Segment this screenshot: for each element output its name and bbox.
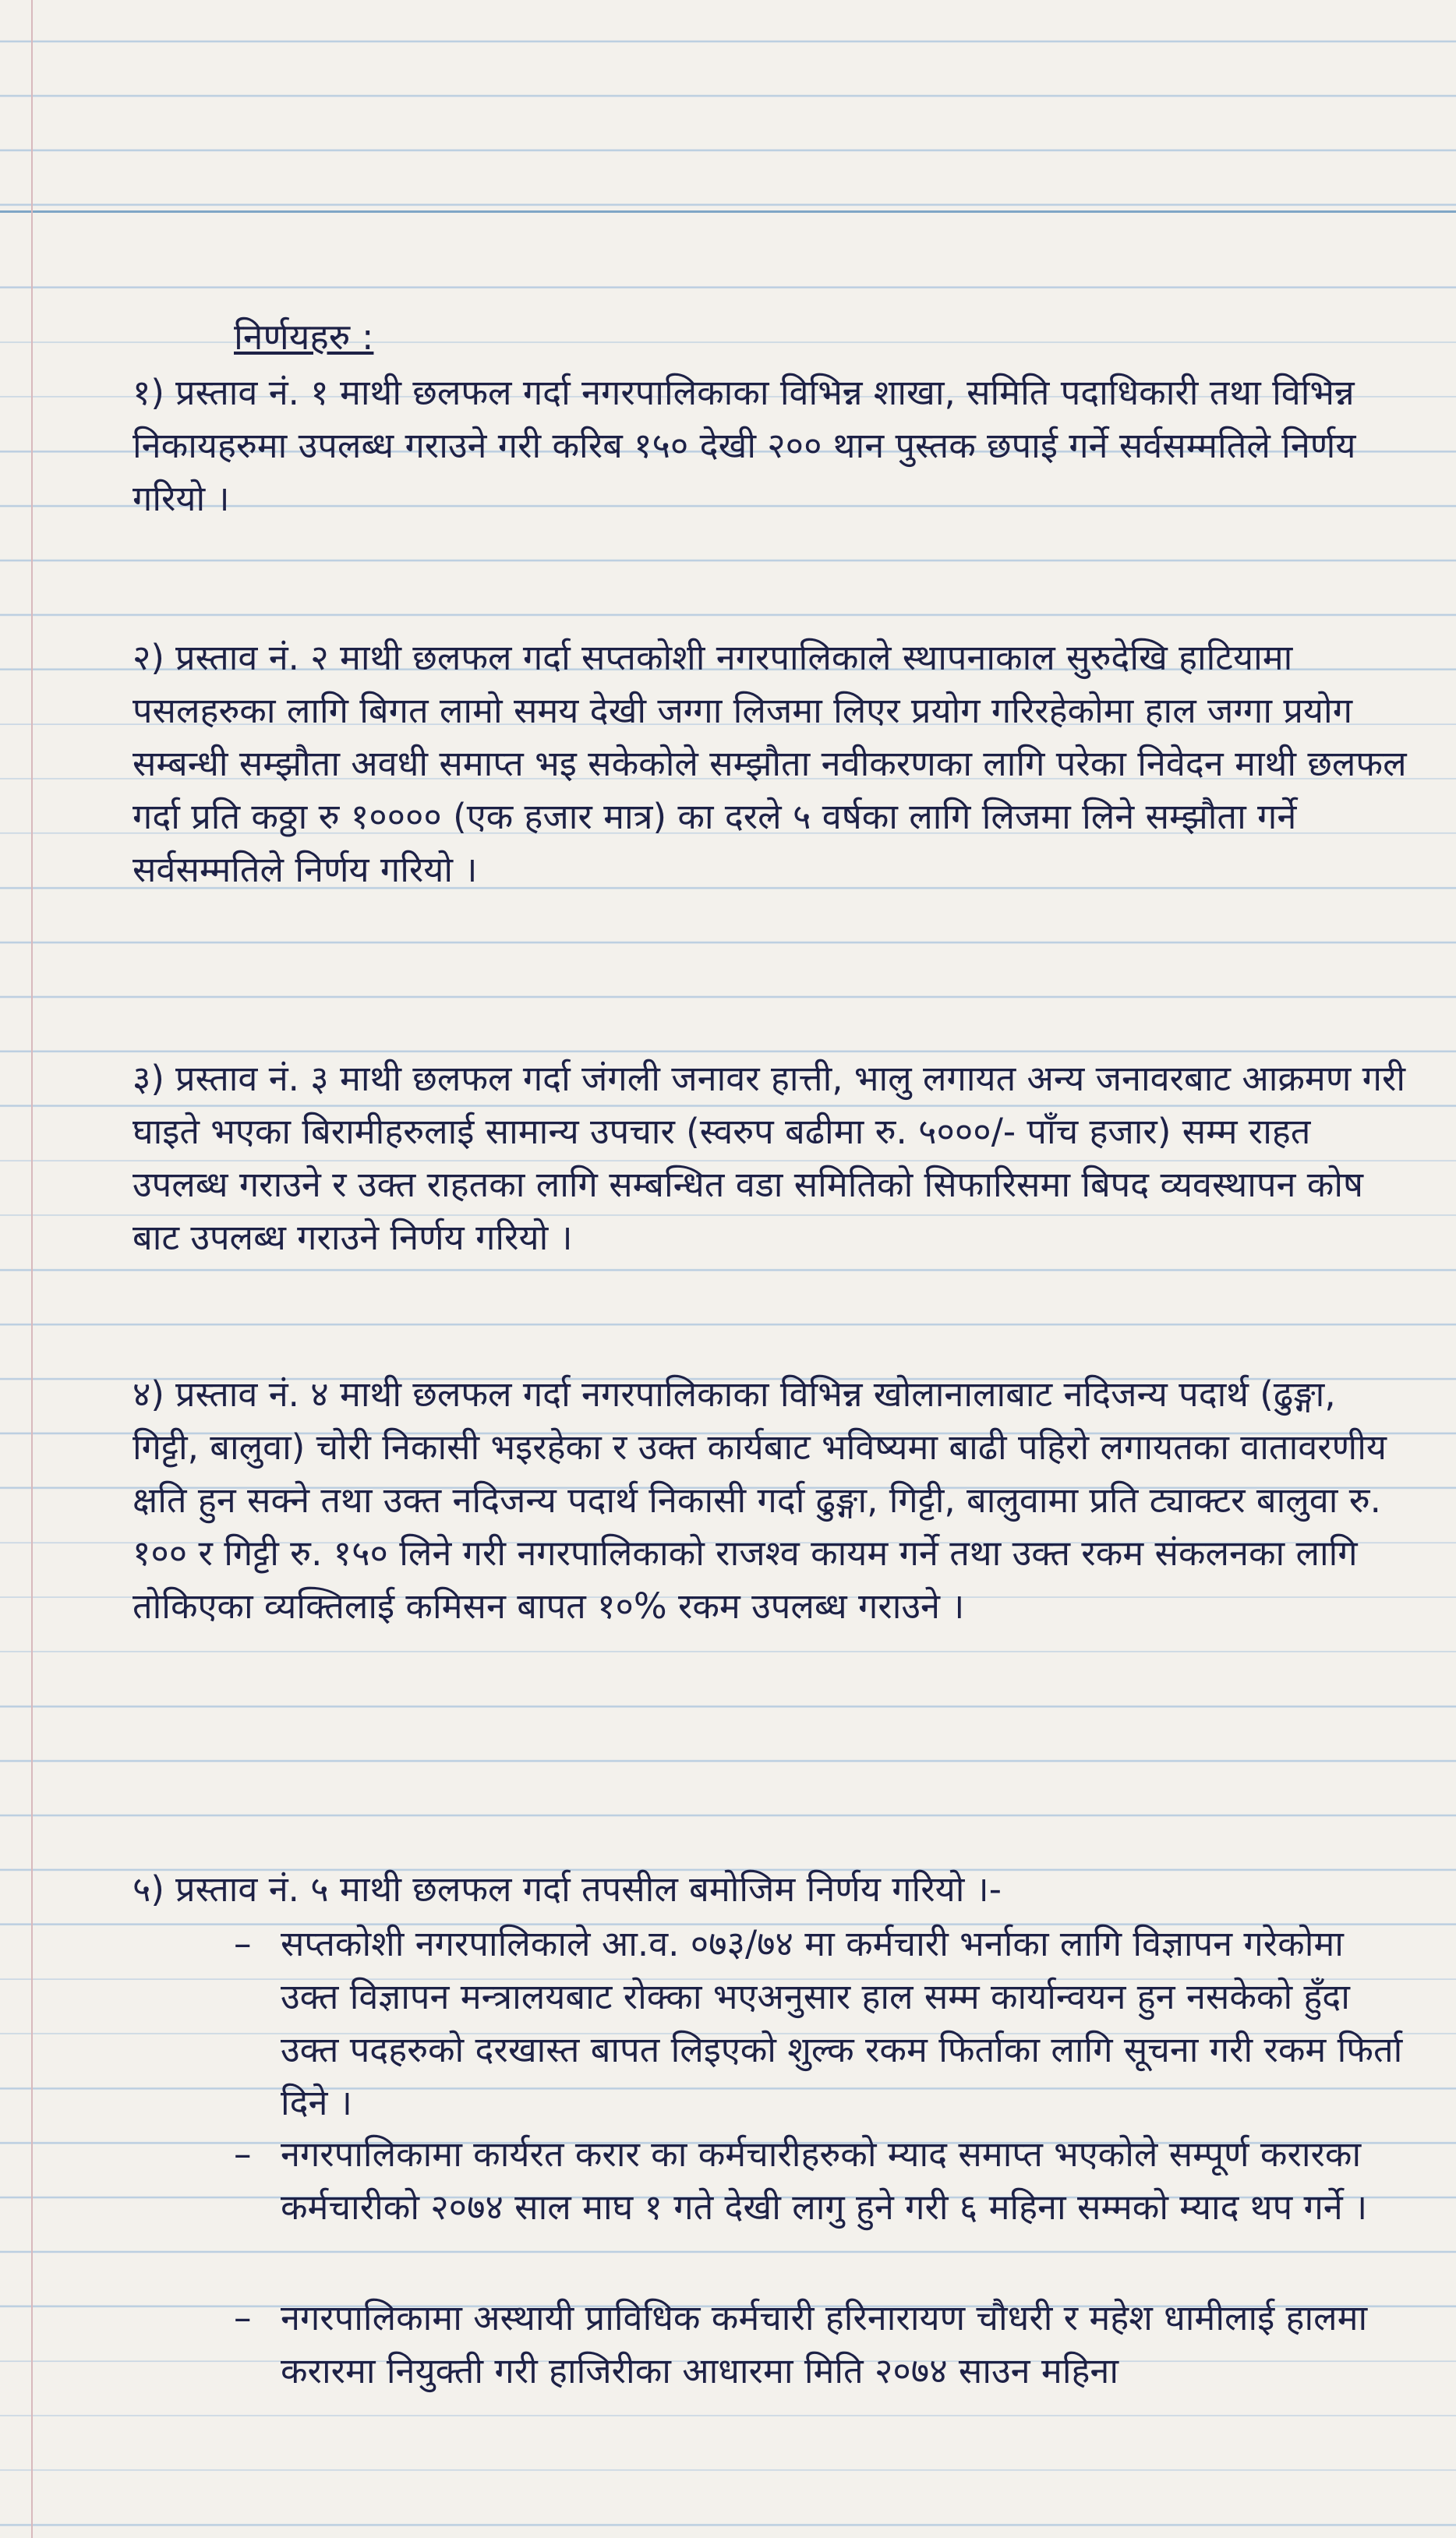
decision-text: प्रस्ताव नं. ५ माथी छलफल गर्दा तपसील बमोजिम निर्णय गरियो ।- [175,1868,1002,1910]
decision-number: १) [133,372,164,413]
decisions-heading: निर्णयहरु : [234,316,374,358]
decision-item-4 [133,1368,1411,1633]
subdecision-item-2: नगरपालिकामा कार्यरत करार का कर्मचारीहरुको म्याद समाप्त भएकोले सम्पूर्ण करारका कर्मचारीको २०७४ साल माघ १ गते देखी लागु हुने गरी ६ महिना सम्मको म्याद थप गर्ने । [281,2133,1368,2228]
decision-item-3 [133,1052,1411,1264]
subdecision-item-3: नगरपालिकामा अस्थायी प्राविधिक कर्मचारी हरिनारायण चौधरी र महेश धामीलाई हालमा करारमा नियुक्ती गरी हाजिरीका आधारमा मिति २०७४ साउन महिना [281,2297,1368,2391]
page-header-rule [0,210,1456,213]
decision-number: २) [133,637,164,678]
page-margin-rule [31,0,33,2538]
decision-item-1 [133,366,1411,525]
decision-number: ३) [133,1058,164,1099]
decision-text: प्रस्ताव नं. ४ माथी छलफल गर्दा नगरपालिकाका विभिन्न खोलानालाबाट नदिजन्य पदार्थ (ढुङ्गा, गिट्टी, बालुवा) चोरी निकासी भइरहेका र उक्त कार्यबाट भविष्यमा बाढी पहिरो लगायतका वातावरणीय क्षति हुन सक्ने तथा उक्त नदिजन्य पदार्थ निकासी गर्दा ढुङ्गा, गिट्टी, बालुवामा प्रति ट्याक्टर बालुवा रु. १०० र गिट्टी रु. १५० लिने गरी नगरपालिकाको राजश्व कायम गर्ने तथा उक्त रकम संकलनका लागि तोकिएका व्यक्तिलाई कमिसन बापत १०% रकम उपलब्ध गराउने । [133,1373,1387,1627]
decision-item-2 [133,631,1411,896]
decision-item-5 [133,1863,1411,1916]
decision-number: ५) [133,1868,164,1910]
bullet-dash: – [234,2133,252,2175]
decision-text: प्रस्ताव नं. २ माथी छलफल गर्दा सप्तकोशी नगरपालिकाले स्थापनाकाल सुरुदेखि हाटियामा पसलहरुका लागि बिगत लामो समय देखी जग्गा लिजमा लिएर प्रयोग गरिरहेकोमा हाल जग्गा प्रयोग सम्बन्धी सम्झौता अवधी समाप्त भइ सकेकोले सम्झौता नवीकरणका लागि परेका निवेदन माथी छलफल गर्दा प्रति कठ्ठा रु १०००० (एक हजार मात्र) का दरले ५ वर्षका लागि लिजमा लिने सम्झौता गर्ने सर्वसम्मतिले निर्णय गरियो । [133,637,1407,890]
subdecision-item-1: सप्तकोशी नगरपालिकाले आ.व. ०७३/७४ मा कर्मचारी भर्नाका लागि विज्ञापन गरेकोमा उक्त विज्ञापन मन्त्रालयबाट रोक्का भएअनुसार हाल सम्म कार्यान्वयन हुन नसकेको हुँदा उक्त पदहरुको दरखास्त बापत लिइएको शुल्क रकम फिर्ताका लागि सूचना गरी रकम फिर्ता दिने । [281,1923,1403,2123]
decision-text: प्रस्ताव नं. १ माथी छलफल गर्दा नगरपालिकाका विभिन्न शाखा, समिति पदाधिकारी तथा विभिन्न निकायहरुमा उपलब्ध गराउने गरी करिब १५० देखी २०० थान पुस्तक छपाई गर्ने सर्वसम्मतिले निर्णय गरियो । [133,372,1356,519]
bullet-dash: – [234,2297,252,2338]
decision-text: प्रस्ताव नं. ३ माथी छलफल गर्दा जंगली जनावर हात्ती, भालु लगायत अन्य जनावरबाट आक्रमण गरी घाइते भएका बिरामीहरुलाई सामान्य उपचार (स्वरुप बढीमा रु. ५०००/- पाँच हजार) सम्म राहत उपलब्ध गराउने र उक्त राहतका लागि सम्बन्धित वडा समितिको सिफारिसमा बिपद व्यवस्थापन कोष बाट उपलब्ध गराउने निर्णय गरियो । [133,1058,1406,1258]
decision-number: ४) [133,1373,164,1415]
bullet-dash: – [234,1923,252,1964]
